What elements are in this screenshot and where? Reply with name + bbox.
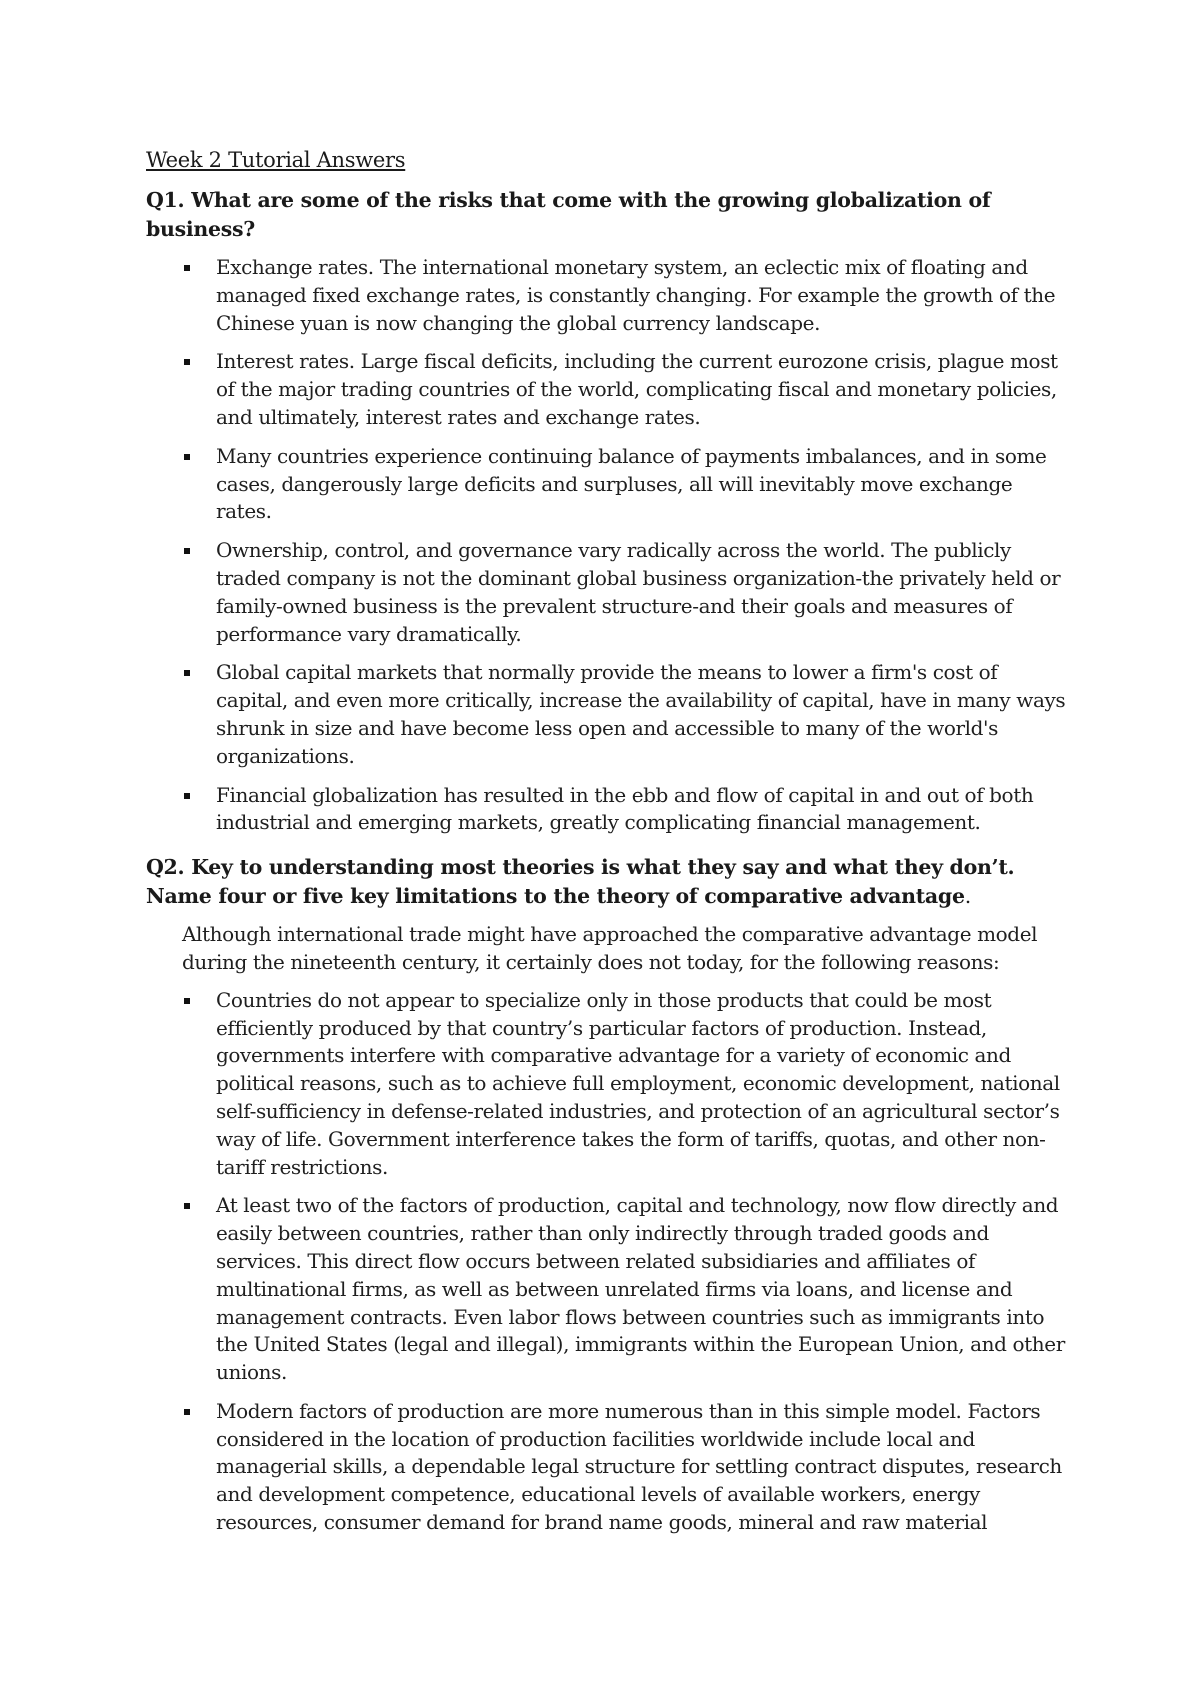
list-item (146, 659, 1066, 770)
list-item (146, 987, 1066, 1182)
list-item-text: Interest rates. Large fiscal deficits, including the current eurozone crisis, plague most of the major trading countries of the world, complicating fiscal and monetary policies, and ultimately, interest rates and exchange rates. (216, 349, 1058, 429)
question-1-section (146, 186, 1066, 837)
square-bullet-icon (184, 265, 190, 271)
list-item-text: Global capital markets that normally provide the means to lower a firm's cost of capital, and even more critically, increase the availability of capital, have in many ways shrunk in size and have become less open and accessible to many of the world's organizations. (216, 660, 1066, 768)
list-item-text: Financial globalization has resulted in the ebb and flow of capital in and out of both industrial and emerging markets, greatly complicating financial management. (216, 782, 1034, 835)
question-2-text: Q2. Key to understanding most theories is what they say and what they don’t. Name four or five key limitations to the theory of comparative advantage (146, 855, 1015, 909)
document-title: Week 2 Tutorial Answers (146, 148, 406, 172)
list-item (146, 254, 1066, 337)
list-item-text: At least two of the factors of production, capital and technology, now flow directly and easily between countries, rather than only indirectly through traded goods and services. This direct flow occurs between related subsidiaries and affiliates of multinational firms, as well as between unrelated firms via loans, and license and management contracts. Even labor flows between countries such as immigrants into the United States (legal and illegal), immigrants within the European Union, and other unions. (216, 1193, 1065, 1385)
square-bullet-icon (184, 1409, 190, 1415)
list-item-text: Ownership, control, and governance vary radically across the world. The publicly traded company is not the dominant global business organization-the privately held or family-owned business is the prevalent structure-and their goals and measures of performance vary dramatically. (216, 538, 1061, 646)
square-bullet-icon (184, 998, 190, 1004)
list-item (146, 537, 1066, 648)
list-item (146, 443, 1066, 526)
question-2-period: . (964, 884, 971, 909)
question-2-section (146, 853, 1066, 1537)
question-2-answer-list (146, 987, 1066, 1537)
question-1-heading: Q1. What are some of the risks that come with the growing globalization of business? (146, 188, 991, 241)
list-item-text: Many countries experience continuing balance of payments imbalances, and in some cases, dangerously large deficits and surpluses, all will inevitably move exchange rates. (216, 443, 1047, 524)
square-bullet-icon (184, 359, 190, 365)
list-item-text: Exchange rates. The international monetary system, an eclectic mix of floating and managed fixed exchange rates, is constantly changing. For example the growth of the Chinese yuan is now changing the global currency landscape. (216, 255, 1056, 335)
square-bullet-icon (184, 1203, 190, 1209)
square-bullet-icon (184, 670, 190, 676)
question-2-heading (146, 853, 1066, 911)
list-item-text: Countries do not appear to specialize only in those products that could be most efficiently produced by that country’s particular factors of production. Instead, governments interfere with comparative advantage for a variety of economic and political reasons, such as to achieve full employment, economic development, national self-sufficiency in defense-related industries, and protection of an agricultural sector’s way of life. Government interference takes the form of tariffs, quotas, and other non-tariff restrictions. (216, 987, 1060, 1179)
square-bullet-icon (184, 548, 190, 554)
square-bullet-icon (184, 793, 190, 799)
list-item (146, 1398, 1066, 1537)
question-2-intro: Although international trade might have approached the comparative advantage model during the nineteenth century, it certainly does not today, for the following reasons: (182, 922, 1038, 974)
list-item (146, 1192, 1066, 1387)
question-1-answer-list (146, 254, 1066, 837)
list-item (146, 348, 1066, 431)
list-item (146, 782, 1066, 838)
document-body (146, 146, 1066, 1548)
list-item-text: Modern factors of production are more numerous than in this simple model. Factors considered in the location of production facilities worldwide include local and managerial skills, a dependable legal structure for settling contract disputes, research and development competence, educational levels of available workers, energy resources, consumer demand for brand name goods, mineral and raw material (216, 1398, 1062, 1535)
square-bullet-icon (184, 454, 190, 460)
